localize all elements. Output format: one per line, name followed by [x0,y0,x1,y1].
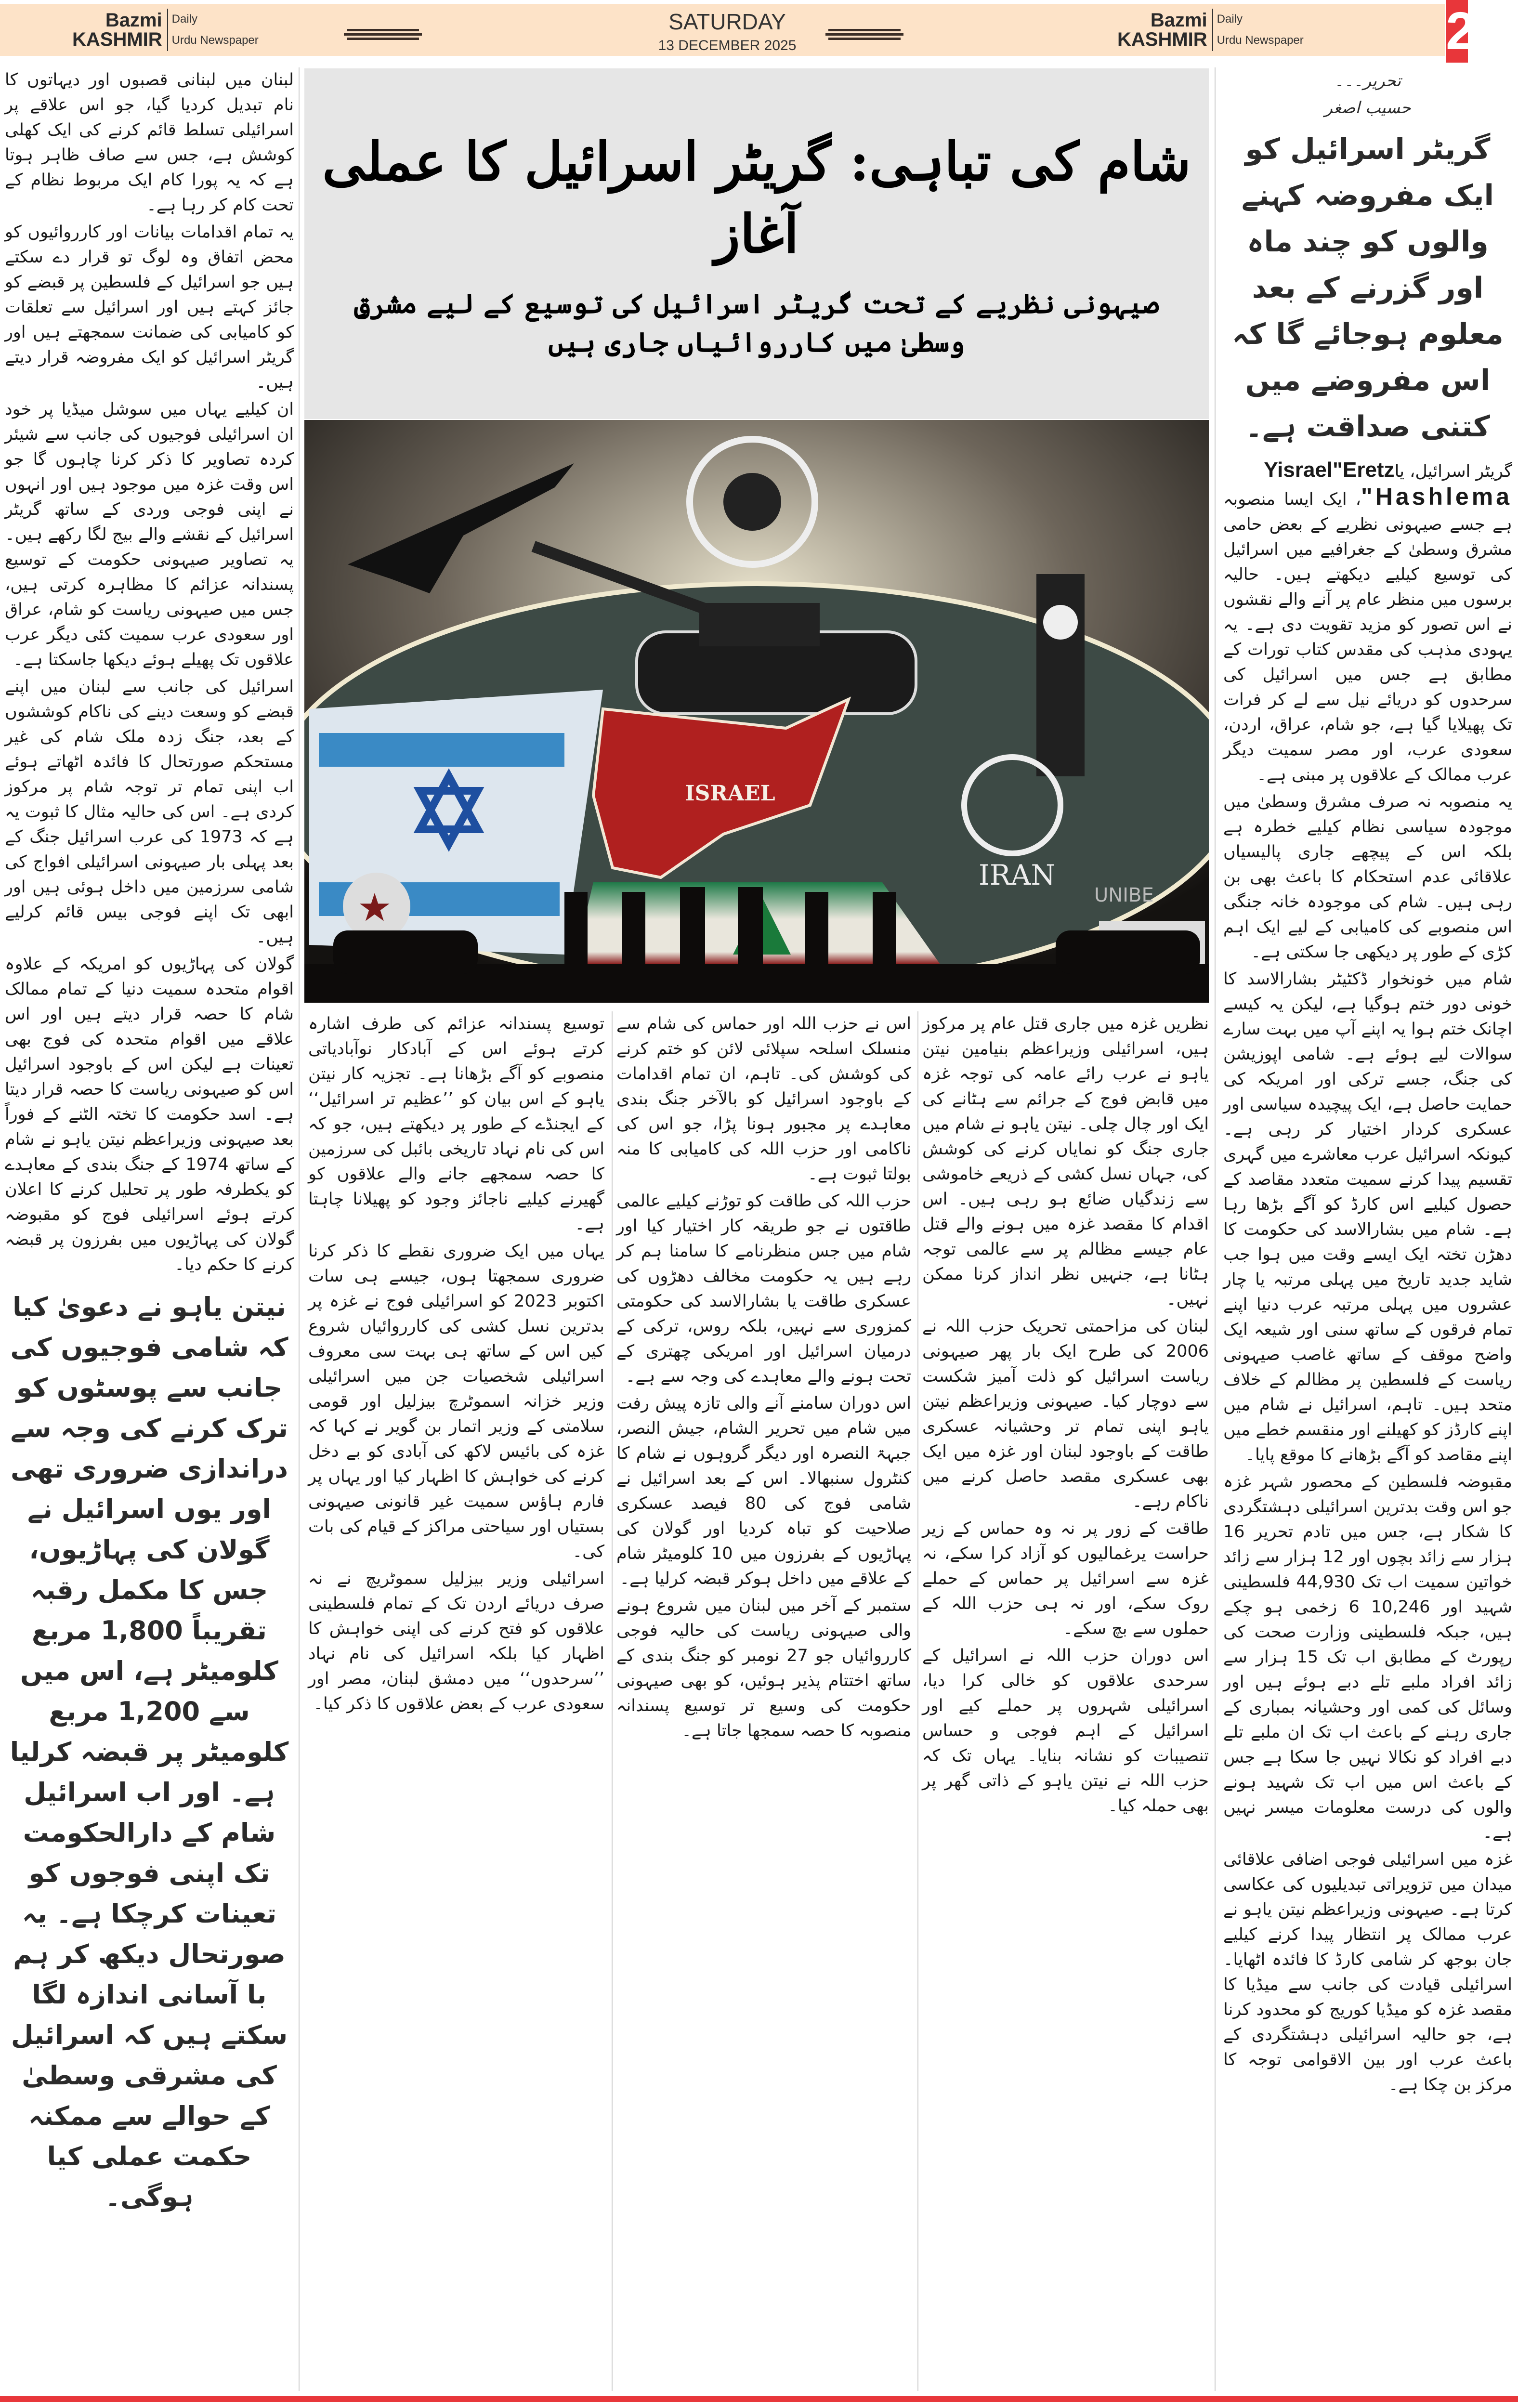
paper-name-line1: Bazmi [1150,10,1207,31]
center-right-para: لبنان کی مزاحمتی تحریک حزب اللہ نے 2006 کی طرح ایک بار پھر صیہونی ریاست اسرائیل کو ذلت آمیز شکست سے دوچار کیا۔ صیہونی وزیراعظم نیتن یاہو اپنی تمام تر وحشیانہ عسکری طاقت کے باوجود لبنان اور غزہ میں ایک بھی عسکری مقصد حاصل کرنے میں ناکام رہے۔ [922,1317,1209,1511]
left-pullquote: نیتن یاہو نے دعویٰ کیا کہ شامی فوجیوں کی جانب سے پوسٹوں کو ترک کرنے کی وجہ سے دراندازی ضروری تھی اور یوں اسرائیل نے گولان کی پہاڑیوں، جس کا مکمل رقبہ تقریباً 1,800 مربع کلومیٹر ہے، اس میں سے 1,200 مربع کلومیٹر پر قبضہ کرلیا ہے۔ اور اب اسرائیل شام کے دارالحکومت تک اپنی فوجوں کو تعینات کرچکا ہے۔ یہ صورتحال دیکھ کر ہم با آسانی اندازہ لگا سکتے ہیں کہ اسرائیل کی مشرقی وسطیٰ کے حوالے سے ممکنہ حکمت عملی کیا ہوگی۔ [10,1292,289,2212]
right-intro-urdu: گریٹر اسرائیل، یا [1394,462,1512,481]
illustration-svg [304,420,1209,1003]
center-right-para: اس دوران حزب اللہ نے اسرائیل کے سرحدی علاقوں کو خالی کرا دیا، اسرائیلی شہروں پر حملے کیے اور اسرائیل کے اہم فوجی و حساس تنصیبات کو نشانہ بنایا۔ یہاں تک کہ حزب اللہ نے نیتن یاہو کے ذاتی گھر پر بھی حملہ کیا۔ [922,1646,1209,1816]
right-intro-en1: Yisrael"Eretz [1264,458,1395,482]
left-para: یہ تمام اقدامات بیانات اور کارروائیوں کو محض اتفاق وہ لوگ تو قرار دے سکتے ہیں جو اسرائیل کے فلسطین پر قبضے کو جائز کہتے ہیں اور اسرائیل سے تعلقات کو کامیابی کی ضمانت سمجھتے ہیں اور گریٹر اسرائیل کو ایک مفروضہ قرار دیتے ہیں۔ [5,222,294,392]
center-left-column-body [308,1011,604,1718]
center-middle-column-body [616,1011,911,1745]
unibe-label: UNIBE [1094,884,1154,906]
center-middle-para: اس نے حزب اللہ اور حماس کی شام سے منسلک اسلحہ سپلائی لائن کو ختم کرنے کی کوشش کی۔ تاہم، ان تمام اقدامات کے باوجود اسرائیل کو بالآخر جنگ بندی معاہدے پر مجبور ہونا پڑا، جو اس کی ناکامی اور حزب اللہ کی کامیابی کا منہ بولتا ثبوت ہے۔ [616,1014,911,1184]
issue-day: SATURDAY [668,9,786,34]
center-right-para: طاقت کے زور پر نہ وہ حماس کے زیر حراست یرغمالیوں کو آزاد کرا سکے، نہ غزہ سے اسرائیل پر حماس کے حملے روک سکے، اور نہ ہی حزب اللہ کے حملوں سے بچ سکے۔ [922,1519,1209,1638]
decorative-rules-right [828,27,901,42]
masthead-logo-left[interactable] [72,4,259,56]
column-divider [917,1011,918,2391]
left-para: گولان کی پہاڑیوں کو امریکہ کے علاوہ اقوام متحدہ سمیت دنیا کے تمام ممالک شام کا حصہ قرار دیتے ہیں اور اس علاقے میں اقوام متحدہ کی فوج بھی تعینات ہے لیکن اس کے باوجود اسرائیل اس کو صیہونی ریاست کا حصہ قرار دیتا ہے۔ اسد حکومت کا تختہ الٹنے کے فوراً بعد صیہونی وزیراعظم نیتن یاہو نے شام کے ساتھ 1974 کے جنگ بندی کے معاہدے کو یکطرفہ طور پر تحلیل کرنے کا اعلان کرتے ہوئے اسرائیلی فوج کو مقبوضہ گولان کی پہاڑیوں میں بفرزون پر قبضہ کرنے کا حکم دیا۔ [5,955,294,1274]
right-para: یہ منصوبہ نہ صرف مشرق وسطیٰ میں موجودہ سیاسی نظام کیلیے خطرہ ہے بلکہ اس کے پیچھے جاری پالیسیاں علاقائی عدم استحکام کا باعث بھی بن رہی ہیں۔ شام کی موجودہ خانہ جنگی اس منصوبے کی کامیابی کے لیے ایک اہم کڑی کے طور پر دیکھی جا سکتی ہے۔ [1223,792,1512,962]
paper-name-line2: KASHMIR [72,29,162,50]
center-right-para: نظریں غزہ میں جاری قتل عام پر مرکوز ہیں، اسرائیلی وزیراعظم بنیامین نیتن یاہو نے عرب رائے عامہ کی توجہ غزہ میں قابض فوج کے جرائم سے ہٹانے کی ایک اور چال چلی۔ نیتن یاہو نے شام میں جاری جنگ کو نمایاں کرنے کی کوشش کی، جہاں نسل کشی کے ذریعے خاموشی سے زندگیاں ضائع ہو رہی ہیں۔ اس اقدام کا مقصد غزہ میں ہونے والے قتل عام جیسے مظالم پر سے عالمی توجہ ہٹانا ہے، جنہیں نظر انداز کرنا ممکن نہیں۔ [922,1014,1209,1309]
center-left-para: یہاں میں ایک ضروری نقطے کا ذکر کرنا ضروری سمجھتا ہوں، جیسے ہی سات اکتوبر 2023 کو اسرائیلی فوج نے غزہ پر بدترین نسل کشی کی کارروائیاں شروع کیں اس کے ساتھ ہی بہت سی معروف اسرائیلی شخصیات جن میں اسرائیلی وزیر خزانہ اسموٹرچ بیزلیل اور قومی سلامتی کے وزیر اتمار بن گویر نے کہا کہ غزہ کی بائیس لاکھ کی آبادی کو بے دخل کرنے کی خواہش کا اظہار کیا اور یہاں پر فارم ہاؤس سمیت غیر قانونی صیہونی بستیاں اور سیاحتی مراکز کے قیام کی بات کی۔ [308,1242,604,1561]
right-pullquote: گریٹر اسرائیل کو ایک مفروضہ کہنے والوں کو چند ماہ اور گزرنے کے بعد معلوم ہوجائے گا کہ اس مفروضے میں کتنی صداقت ہے۔ [1232,132,1504,444]
center-middle-para: اس دوران سامنے آنے والی تازہ پیش رفت میں شام میں تحریر الشام، جیش النصر، جبہۃ النصرہ اور دیگر گروہوں نے شام کا کنٹرول سنبھالا۔ اس کے بعد اسرائیل نے شامی فوج کی 80 فیصد عسکری صلاحیت کو تباہ کردیا اور گولان کی پہاڑیوں کے بفرزون میں 10 کلومیٹر شام کے علاقے میں داخل ہوکر قبضہ کرلیا ہے۔ [616,1394,911,1588]
left-para: اسرائیل کی جانب سے لبنان میں اپنے قبضے کو وسعت دینے کی ناکام کوششوں کے بعد، جنگ زدہ ملک شام کی غیر مستحکم صورتحال کا فائدہ اٹھاتے ہوئے اب اپنی تمام تر توجہ شام پر مرکوز کردی ہے۔ اس کی حالیہ مثال کا ثبوت یہ ہے کہ 1973 کی عرب اسرائیل جنگ کے بعد پہلی بار صیہونی اسرائیلی افواج کی شامی سرزمین میں داخل ہوئی ہیں اور ابھی تک اپنے فوجی بیس قائم کرلیے ہیں۔ [5,677,294,947]
center-left-para: توسیع پسندانہ عزائم کی طرف اشارہ کرتے ہوئے اس کے آبادکار نوآبادیاتی منصوبے کو آگے بڑھانا ہے۔ تجزیہ کار نیتن یاہو کے اس بیان کو ’’عظیم تر اسرائیل‘‘ کے ایجنڈے کے طور پر دیکھتے ہیں، جو کہ اس کی نام نہاد تاریخی بائبل کی سرزمین کا حصہ سمجھے جانے والے علاقوں کو گھیرنے کیلیے ناجائز وجود کو پھیلانا چاہتا ہے۔ [308,1014,604,1234]
left-column [5,67,294,2217]
subheadline: صیہونی نظریے کے تحت گریٹر اسرائیل کی توسیع کے لیے مشرقِ وسطیٰ میں کارروائیاں جاری ہیں [354,288,1159,358]
right-para-0: ، ایک ایسا منصوبہ ہے جسے صیہونی نظریے کے بعض حامی مشرق وسطیٰ کے جغرافیے میں اسرائیل کی توسیع کیلیے دیکھتے ہیں۔ حالیہ برسوں میں منظر عام پر آنے والے نقشوں نے اس تصور کو مزید تقویت دی ہے۔ یہ یہودی مذہب کی مقدس کتاب تورات کے مطابق ہے جس میں اسرائیل کی سرحدوں کو دریائے نیل سے لے کر فرات تک پھیلایا گیا ہے، جو شام، عراق، اردن، سعودی عرب، اور مصر سمیت دیگر عرب ممالک کے علاقوں پر مبنی ہے۔ [1223,490,1512,785]
center-middle-para: ستمبر کے آخر میں لبنان میں شروع ہونے والی صیہونی ریاست کی حالیہ فوجی کارروائیاں جو 27 نومبر کو جنگ بندی کے ساتھ اختتام پذیر ہوئیں، کو بھی صیہونی حکومت کی وسیع تر توسیع پسندانہ منصوبہ کا حصہ سمجھا جاتا ہے۔ [616,1596,911,1741]
paper-name-line2: KASHMIR [1117,29,1207,50]
iran-label: IRAN [979,859,1056,891]
byline-author: حسیب اصغر [1324,98,1411,118]
masthead-logo-right[interactable] [1117,4,1304,56]
column-divider [612,1011,613,2391]
paper-sub-line2: Urdu Newspaper [1217,34,1304,47]
headline-box [304,68,1209,419]
big-ben-icon [1036,574,1085,776]
byline-label: تحریر۔۔۔ [1334,71,1401,91]
column-divider [1215,67,1216,2391]
article-illustration [304,420,1209,1003]
center-middle-para: حزب اللہ کی طاقت کو توڑنے کیلیے عالمی طاقتوں نے جو طریقہ کار اختیار کیا اور شام میں جس منظرنامے کا سامنا ہم کر رہے ہیں یہ حکومت مخالف دھڑوں کی عسکری طاقت یا بشارالاسد کی حکومتی کمزوری سے نہیں، بلکہ روس، ترکی کے درمیان اسرائیل اور امریکی چھتری کے تحت ہونے والے معاہدے کی وجہ سے ہے۔ [616,1191,911,1386]
right-sidebar [1223,67,1512,2099]
svg-text:★: ★ [357,885,392,930]
paper-sub-line2: Urdu Newspaper [171,34,259,47]
right-pullquote-block [1223,67,1512,450]
issue-date-text: 13 DECEMBER 2025 [658,38,797,53]
center-right-column-body [922,1011,1209,1820]
left-column-body [5,67,294,1277]
paper-name-line1: Bazmi [105,10,162,31]
left-para: ان کیلیے یہاں میں سوشل میڈیا پر خود ان اسرائیلی فوجیوں کی جانب سے شیئر کردہ تصاویر کا ذکر کرنا چاہوں گا جو اس وقت غزہ میں موجود ہیں اور انہوں نے اپنی فوجی وردی کے ساتھ گریٹر اسرائیل کے نقشے والے بیج لگا رکھے ہیں۔ یہ تصاویر صیہونی حکومت کے توسیع پسندانہ عزائم کا مظاہرہ کرتی ہیں، جس میں صیہونی ریاست کو شام، عراق اور سعودی عرب سمیت کئی دیگر عرب علاقوں تک پھیلے ہوئے دیکھا جاسکتا ہے۔ [5,400,294,669]
column-divider [299,67,300,2391]
headline: شام کی تباہی: گریٹر اسرائیل کا عملی آغاز [322,131,1191,265]
paper-sub-line1: Daily [1217,13,1243,26]
page-number: 2 [1446,0,1468,63]
decorative-rules-left [347,27,419,42]
footer-rule [0,2396,1518,2402]
clock-face [1043,605,1078,640]
center-left-para: اسرائیلی وزیر بیزلیل سموٹریچ نے نہ صرف دریائے اردن تک کے تمام فلسطینی علاقوں کو فتح کرنے کی اپنی خواہش کا اظہار کیا بلکہ اسرائیل کی نام نہاد ’’سرحدوں‘‘ میں دمشق لبنان، مصر اور سعودی عرب کے بعض علاقوں کا ذکر کیا۔ [308,1569,604,1714]
right-column-body [1223,458,1512,2097]
issue-date [602,9,852,54]
right-para: مقبوضہ فلسطین کے محصور شہر غزہ جو اس وقت بدترین اسرائیلی دہشتگردی کا شکار ہے، جس میں تادم تحریر 16 ہزار سے زائد بچوں اور 12 ہزار سے زائد خواتین سمیت اب تک 44,930 فلسطینی شہید اور 10,246 6 زخمی ہو چکے ہیں، جبکہ فلسطینی وزارت صحت کی رپورٹ کے مطابق اب تک 15 ہزار سے زائد افراد ملبے تلے دبے ہوئے ہیں اور وسائل کی کمی اور وحشیانہ بمباری کے جاری رہنے کے باعث اب تک ان ملبے تلے دبے افراد کو نکالا نہیں جا سکا ہے جس کے باعث اس میں اب تک شہید ہونے والوں کی درست معلومات میسر نہیں ہے۔ [1223,1472,1513,1842]
syria-map-label: ISRAEL [685,781,775,806]
right-para: شام میں خونخوار ڈکٹیٹر بشارالاسد کا خونی دور ختم ہوگیا ہے، لیکن یہ کیسے اچانک ختم ہوا یہ اپنے آپ میں بہت سارے سوالات لیے ہوئے ہے۔ شامی اپوزیشن کی جنگ، جسے ترکی اور امریکہ کی حمایت حاصل ہے، ایک پیچیدہ سیاسی اور عسکری کردار اختیار کر رہی ہے۔ کیونکہ اسرائیل عرب معاشرے میں گہری تقسیم پیدا کرنے سمیت متعدد مقاصد کے حصول کیلیے اس کارڈ کو آگے بڑھا رہا ہے۔ شام میں بشارالاسد کی حکومت کا دھڑن تختہ ایک ایسے وقت میں ہوا جب شاید جدید تاریخ میں پہلی مرتبہ یا چار عشروں میں پہلی مرتبہ عرب دنیا اپنے تمام فرقوں کے ساتھ سنی اور شیعہ ایک واضح موقف کے ساتھ غاصب صیہونی ریاست کے فلسطین پر مظالم کے خلاف متحد ہیں۔ تاہم، اسرائیل نے شام میں اپنے کارڈز کو کھیلنے اور منقسم خطے میں اپنے مقاصد کو آگے بڑھانے کا موقع پایا۔ [1223,969,1512,1465]
masthead-band [0,4,1445,56]
left-para: لبنان میں لبنانی قصبوں اور دیہاتوں کا نام تبدیل کردیا گیا، جو اس علاقے پر اسرائیلی تسلط قائم کرنے کی ایک کھلی کوشش ہے، جس سے صاف ظاہر ہوتا ہے کہ یہ پورا کام ایک مربوط نظام کے تحت کام کر رہا ہے۔ [5,70,294,215]
un-emblem-center [723,473,781,531]
right-para: غزہ میں اسرائیلی فوجی اضافی علاقائی میدان میں تزویراتی تبدیلیوں کی عکاسی کرتا ہے۔ صیہونی وزیراعظم نیتن یاہو نے عرب ممالک پر انتظار پیدا کرنے کیلیے جان بوجھ کر شامی کارڈ کا فائدہ اٹھایا۔ اسرائیلی قیادت کی جانب سے میڈیا کا مقصد غزہ کو میڈیا کوریج کو محدود کرنا ہے، جو حالیہ اسرائیلی دہشتگردی کے باعث عرب اور بین الاقوامی توجہ کا مرکز بن چکا ہے۔ [1223,1850,1512,2094]
right-intro-en2: Hashlema" [1361,483,1512,510]
paper-sub-line1: Daily [171,13,198,26]
